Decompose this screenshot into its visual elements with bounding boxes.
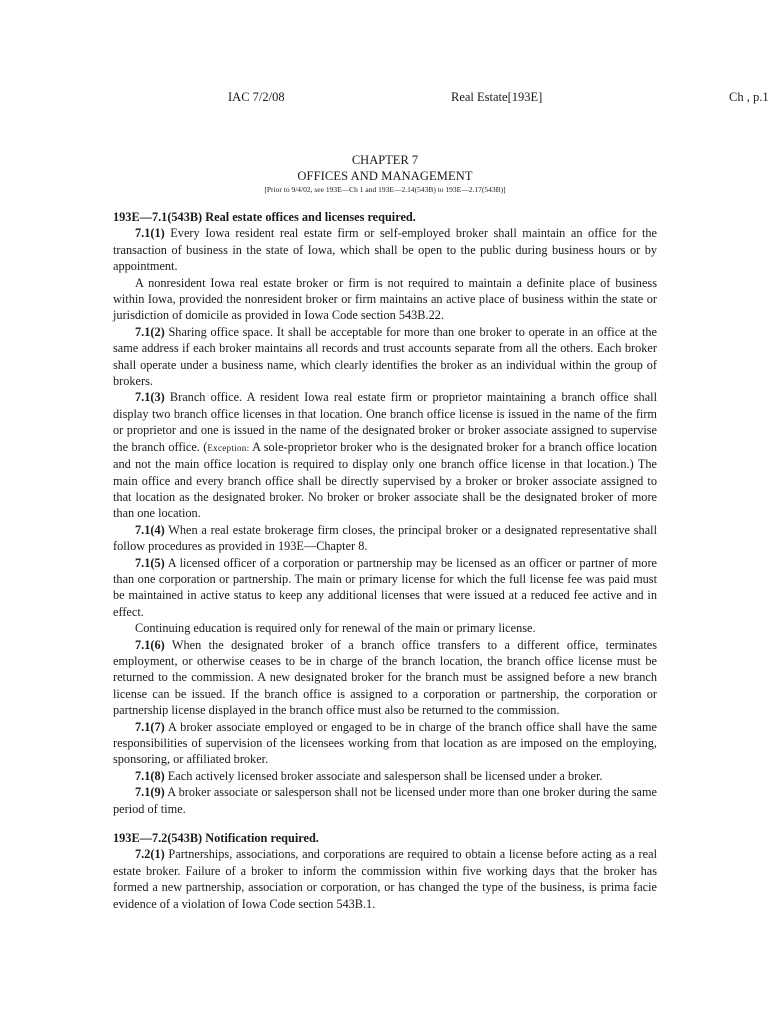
- running-header-left: IAC 7/2/08: [228, 90, 285, 104]
- running-header-center: Real Estate[193E]: [451, 90, 543, 104]
- subrule-number: 7.1(6): [135, 637, 165, 652]
- subrule-text: When the designated broker of a branch office transfers to a different office, terminates employment, or otherwise ceases to be in charge of the branch location, the branch office license must be returned to the commission. A new designated broker for the branch must be assigned before a new branch license can be issued. If the branch office is assigned to a corporation or partnership, the corporation or partnership license displayed in the branch office must also be returned to the commission.: [113, 637, 657, 718]
- chapter-title: OFFICES AND MANAGEMENT: [297, 169, 473, 183]
- subrule-text-continued: A sole-proprietor broker who is the designated broker for a branch office location and not the main office location is required to display only one branch office license in that location.) The main office and every branch office shall be directly supervised by a broker or broker associate assigned to that location as the designated broker. No broker or broker associate shall be the designated broker of more than one location.: [113, 439, 657, 521]
- subrule-text: Branch office. A resident Iowa real estate firm or proprietor maintaining a branch office shall display two branch office licenses in that location. One branch office license is issued in the name of the firm or proprietor and one is issued in the name of the designated broker or broker associate assigned to supervise the branch office. (: [113, 390, 657, 454]
- chapter-number: CHAPTER 7: [351, 153, 419, 167]
- subrule-number: 7.1(9): [135, 785, 165, 800]
- document-body: [113, 209, 657, 912]
- subrule-text: When a real estate brokerage firm closes, the principal broker or a designated representative shall follow procedures as provided in 193E—Chapter 8.: [113, 522, 657, 554]
- subrule-number: 7.1(2): [135, 324, 165, 339]
- rule-7-1-title: 193E—7.1(543B) Real estate offices and licenses required.: [113, 210, 416, 224]
- subrule-7-2-1: [113, 846, 657, 912]
- subrule-number: 7.2(1): [135, 847, 165, 862]
- subrule-7-1-6: [113, 637, 657, 719]
- paragraph-continuing-education: Continuing education is required only for renewal of the main or primary license.: [135, 621, 536, 636]
- rule-7-2-title: 193E—7.2(543B) Notification required.: [113, 831, 319, 846]
- running-header-right: Ch , p.1: [729, 90, 769, 104]
- section-spacer: [113, 817, 657, 830]
- subrule-7-1-7: [113, 719, 657, 768]
- subrule-7-1-4: [113, 522, 657, 555]
- subrule-text: A licensed officer of a corporation or partnership may be licensed as an officer or partner of more than one corporation or partnership. The main or primary license for which the full license fee was paid must be maintained in active status to keep any additional licenses that were issued at a reduced fee active and in effect.: [113, 555, 657, 619]
- subrule-number: 7.1(4): [135, 522, 165, 537]
- subrule-number: 7.1(3): [135, 390, 165, 405]
- subrule-number: 7.1(8): [135, 768, 165, 783]
- subrule-7-1-1: [113, 225, 657, 274]
- subrule-text: A broker associate employed or engaged to be in charge of the branch office shall have the same responsibilities of supervision of the licensees working from that location as are imposed on the employing, sponsoring, or affiliated broker.: [113, 719, 657, 767]
- subrule-7-1-8: [113, 768, 657, 784]
- subrule-text: Every Iowa resident real estate firm or self-employed broker shall maintain an office for the transaction of business in the state of Iowa, which shall be open to the public during business hours or by appointment.: [113, 226, 657, 274]
- paragraph-nonresident: A nonresident Iowa real estate broker or firm is not required to maintain a definite place of business within Iowa, provided the nonresident broker or firm maintains an active place of business within the state or jurisdiction of domicile as provided in Iowa Code section 543B.22.: [113, 275, 657, 323]
- subrule-7-1-3: [113, 389, 657, 521]
- subrule-text: Partnerships, associations, and corporations are required to obtain a license before acting as a real estate broker. Failure of a broker to inform the commission within five working days that the broker has formed a new partnership, association or corporation, or has changed the type of the business, is prima facie evidence of a violation of Iowa Code section 543B.1.: [113, 847, 657, 911]
- subrule-text: Sharing office space. It shall be acceptable for more than one broker to operate in an office at the same address if each broker maintains all records and trust accounts separate from all the others. Each broker shall operate under a business name, which clearly identifies the broker as an individual within the group of brokers.: [113, 324, 657, 389]
- subrule-7-1-2: [113, 324, 657, 390]
- subrule-number: 7.1(1): [135, 226, 165, 241]
- chapter-prior-note: [Prior to 9/4/02, see 193E—Ch 1 and 193E—2.14(543B) to 193E—2.17(543B)]: [264, 185, 506, 194]
- subrule-number: 7.1(7): [135, 719, 165, 734]
- subrule-7-1-9: [113, 784, 657, 817]
- subrule-number: 7.1(5): [135, 555, 165, 570]
- subrule-text: A broker associate or salesperson shall not be licensed under more than one broker during the same period of time.: [113, 785, 657, 816]
- exception-label: Exception:: [207, 442, 250, 453]
- subrule-7-1-5: [113, 555, 657, 621]
- subrule-text: Each actively licensed broker associate and salesperson shall be licensed under a broker.: [164, 768, 603, 783]
